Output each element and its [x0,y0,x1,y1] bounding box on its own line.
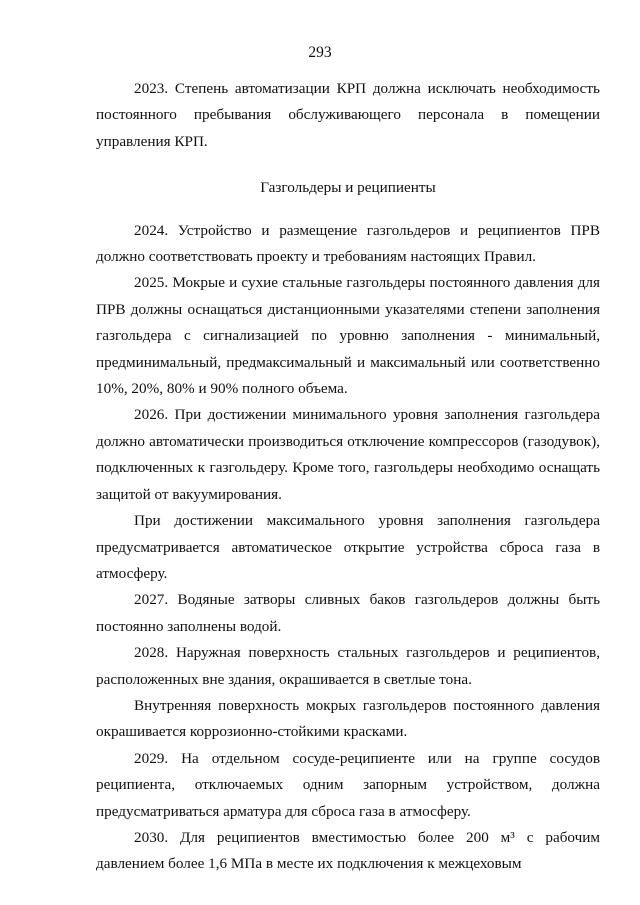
paragraph-2025: 2025. Мокрые и сухие стальные газгольдеры постоянного давления для ПРВ должны оснащаться дистанционными указателями степени заполнения газгольдера с сигнализацией по уровню заполнения - минимальный, предминимальный, предмаксимальный и максимальный или соответственно 10%, 20%, 80% и 90% полного объема. [96,274,600,398]
paragraph-2029: 2029. На отдельном сосуде-реципиенте или на группе сосудов реципиента, отключаемых одним запорным устройством, должна предусматриваться арматура для сброса газа в атмосферу. [96,749,600,820]
section-heading: Газгольдеры и реципиенты [260,179,436,197]
paragraph-2028: 2028. Наружная поверхность стальных газгольдеров и реципиентов, расположенных вне здания, окрашивается в светлые тона. [96,644,600,688]
document-body [96,76,600,878]
page-number: 293 [308,44,332,61]
paragraph-2023: 2023. Степень автоматизации КРП должна исключать необходимость постоянного пребывания обслуживающего персонала в помещении управления КРП. [96,80,600,150]
paragraph-2026: 2026. При достижении минимального уровня заполнения газгольдера должно автоматически производиться отключение компрессоров (газодувок), подключенных к газгольдеру. Кроме того, газгольдеры необходимо оснащать защитой от вакуумирования. [96,406,600,503]
paragraph-2024: 2024. Устройство и размещение газгольдеров и реципиентов ПРВ должно соответствовать проекту и требованиям настоящих Правил. [96,221,600,266]
paragraph-2027: 2027. Водяные затворы сливных баков газгольдеров должны быть постоянно заполнены водой. [96,591,600,635]
paragraph-2030: 2030. Для реципиентов вместимостью более 200 м³ с рабочим давлением более 1,6 МПа в месте их подключения к межцеховым [96,828,600,873]
paragraph-2026-continued: При достижении максимального уровня заполнения газгольдера предусматривается автоматическое открытие устройства сброса газа в атмосферу. [96,512,600,582]
paragraph-2028-continued: Внутренняя поверхность мокрых газгольдеров постоянного давления окрашивается коррозионно-стойкими красками. [96,696,600,741]
